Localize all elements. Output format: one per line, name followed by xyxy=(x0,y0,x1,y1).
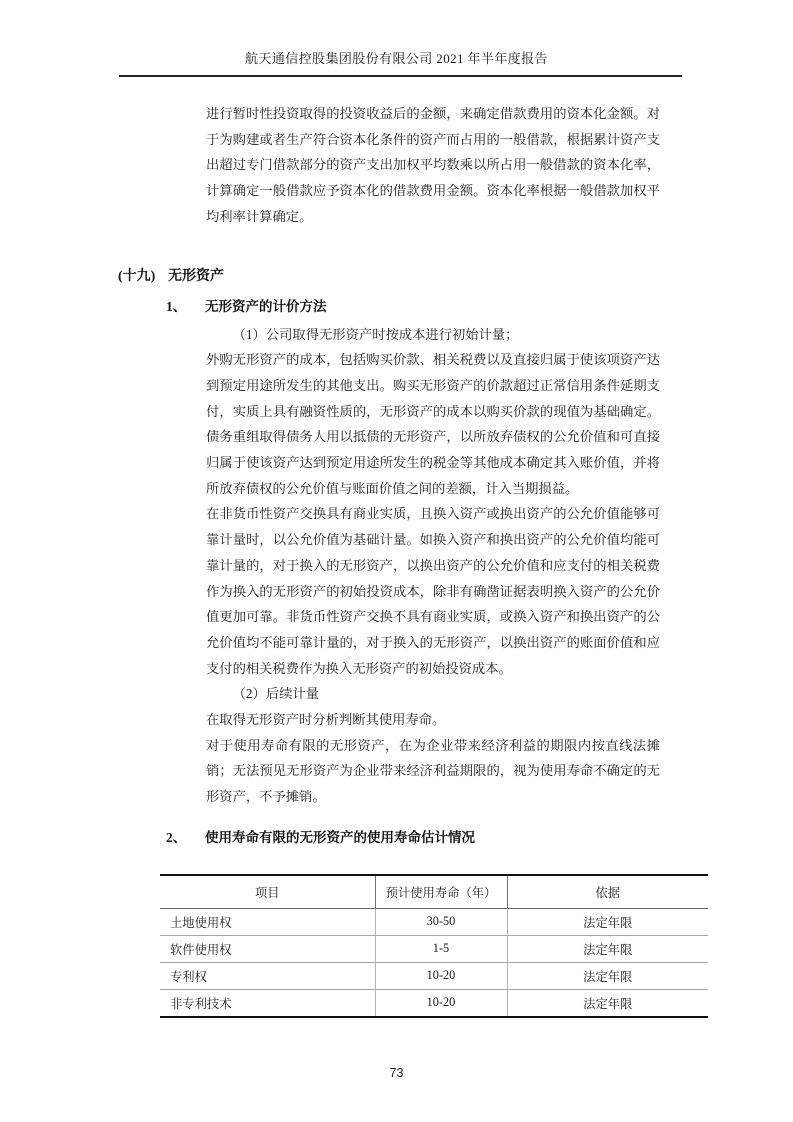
subsection-2-number: 2、 xyxy=(166,829,187,845)
cell-life-patent-right: 10-20 xyxy=(375,962,507,989)
subsection-1-heading xyxy=(166,296,793,317)
cell-life-land-use-right: 30-50 xyxy=(375,908,507,935)
cell-item-non-patent-tech: 非专利技术 xyxy=(170,996,232,1011)
subsection-2-title: 使用寿命有限的无形资产的使用寿命估计情况 xyxy=(205,829,475,845)
cell-item-land-use-right: 土地使用权 xyxy=(160,908,375,935)
subsection-1-title: 无形资产的计价方法 xyxy=(205,298,327,314)
page-footer xyxy=(0,1066,793,1080)
subsection-2-heading xyxy=(166,827,793,848)
cell-item-patent-right: 专利权 xyxy=(160,962,375,989)
table-header-row xyxy=(160,875,708,909)
cell-basis-patent-right: 法定年限 xyxy=(507,962,708,989)
table-row xyxy=(160,908,708,935)
cell-basis-land-use-right: 法定年限 xyxy=(507,908,708,935)
body-paragraph-nonmonetary-exchange: 在非货币性资产交换具有商业实质，且换入资产或换出资产的公允价值能够可靠计量时，以公允价值为基础计量。如换入资产和换出资产的公允价值均能可靠计量的，对于换入的无形资产，以换出资产的公允价值和应支付的相关税费作为换入的无形资产的初始投资成本，除非有确凿证据表明换入资产的公允价值更加可靠。非货币性资产交换不具有商业实质，或换入资产和换出资产的公允价值均不能可靠计量的，对于换入的无形资产，以换出资产的账面价值和应支付的相关税费作为换入无形资产的初始投资成本。 xyxy=(206,506,660,676)
section-number: (十九) xyxy=(118,268,156,284)
valuation-method-text xyxy=(206,322,660,810)
body-paragraph-useful-life-judgement: 在取得无形资产时分析判断其使用寿命。 xyxy=(206,712,446,728)
section-heading-19 xyxy=(118,267,793,287)
table-header-basis: 依据 xyxy=(507,875,708,909)
cell-item-software-use-right: 软件使用权 xyxy=(160,935,375,962)
cell-basis-non-patent-tech: 法定年限 xyxy=(507,989,708,1017)
main-content xyxy=(0,101,793,1018)
body-paragraph-purchased-cost: 外购无形资产的成本，包括购买价款、相关税费以及直接归属于使该项资产达到预定用途所发生的其他支出。购买无形资产的价款超过正常信用条件延期支付，实质上具有融资性质的，无形资产的成本以购买价款的现值为基础确定。债务重组取得债务人用以抵债的无形资产，以所放弃债权的公允价值和可直接归属于使该资产达到预定用途所发生的税金等其他成本确定其入账价值，并将所放弃债权的公允价值与账面价值之间的差额，计入当期损益。 xyxy=(206,352,660,496)
cell-life-non-patent-tech: 10-20 xyxy=(375,989,507,1017)
table-row xyxy=(160,989,708,1017)
table-row xyxy=(160,935,708,962)
body-paragraph-initial-measurement: （1）公司取得无形资产时按成本进行初始计量； xyxy=(232,326,519,342)
table-header-item: 项目 xyxy=(160,875,375,909)
table-row xyxy=(160,962,708,989)
useful-life-table xyxy=(160,874,708,1018)
header-rule xyxy=(119,75,682,77)
cell-life-software-use-right: 1-5 xyxy=(375,935,507,962)
body-paragraph-subsequent-measurement: （2）后续计量 xyxy=(232,686,320,702)
section-title: 无形资产 xyxy=(168,268,224,284)
page-header-title: 航天通信控股集团股份有限公司 2021 年半年度报告 xyxy=(245,51,548,66)
page-number: 73 xyxy=(389,1066,404,1080)
table-header-estimated-life: 预计使用寿命（年） xyxy=(375,875,507,909)
page-header xyxy=(0,0,793,77)
subsection-1-number: 1、 xyxy=(166,298,187,314)
cell-basis-software-use-right: 法定年限 xyxy=(507,935,708,962)
body-paragraph-amortization: 对于使用寿命有限的无形资产，在为企业带来经济利益的期限内按直线法摊销；无法预见无形资产为企业带来经济利益期限的，视为使用寿命不确定的无形资产，不予摊销。 xyxy=(206,737,660,805)
intro-paragraph: 进行暂时性投资取得的投资收益后的金额，来确定借款费用的资本化金额。对于为购建或者生产符合资本化条件的资产而占用的一般借款，根据累计资产支出超过专门借款部分的资产支出加权平均数乘以所占用一般借款的资本化率，计算确定一般借款应予资本化的借款费用金额。资本化率根据一般借款加权平均利率计算确定。 xyxy=(206,106,660,224)
